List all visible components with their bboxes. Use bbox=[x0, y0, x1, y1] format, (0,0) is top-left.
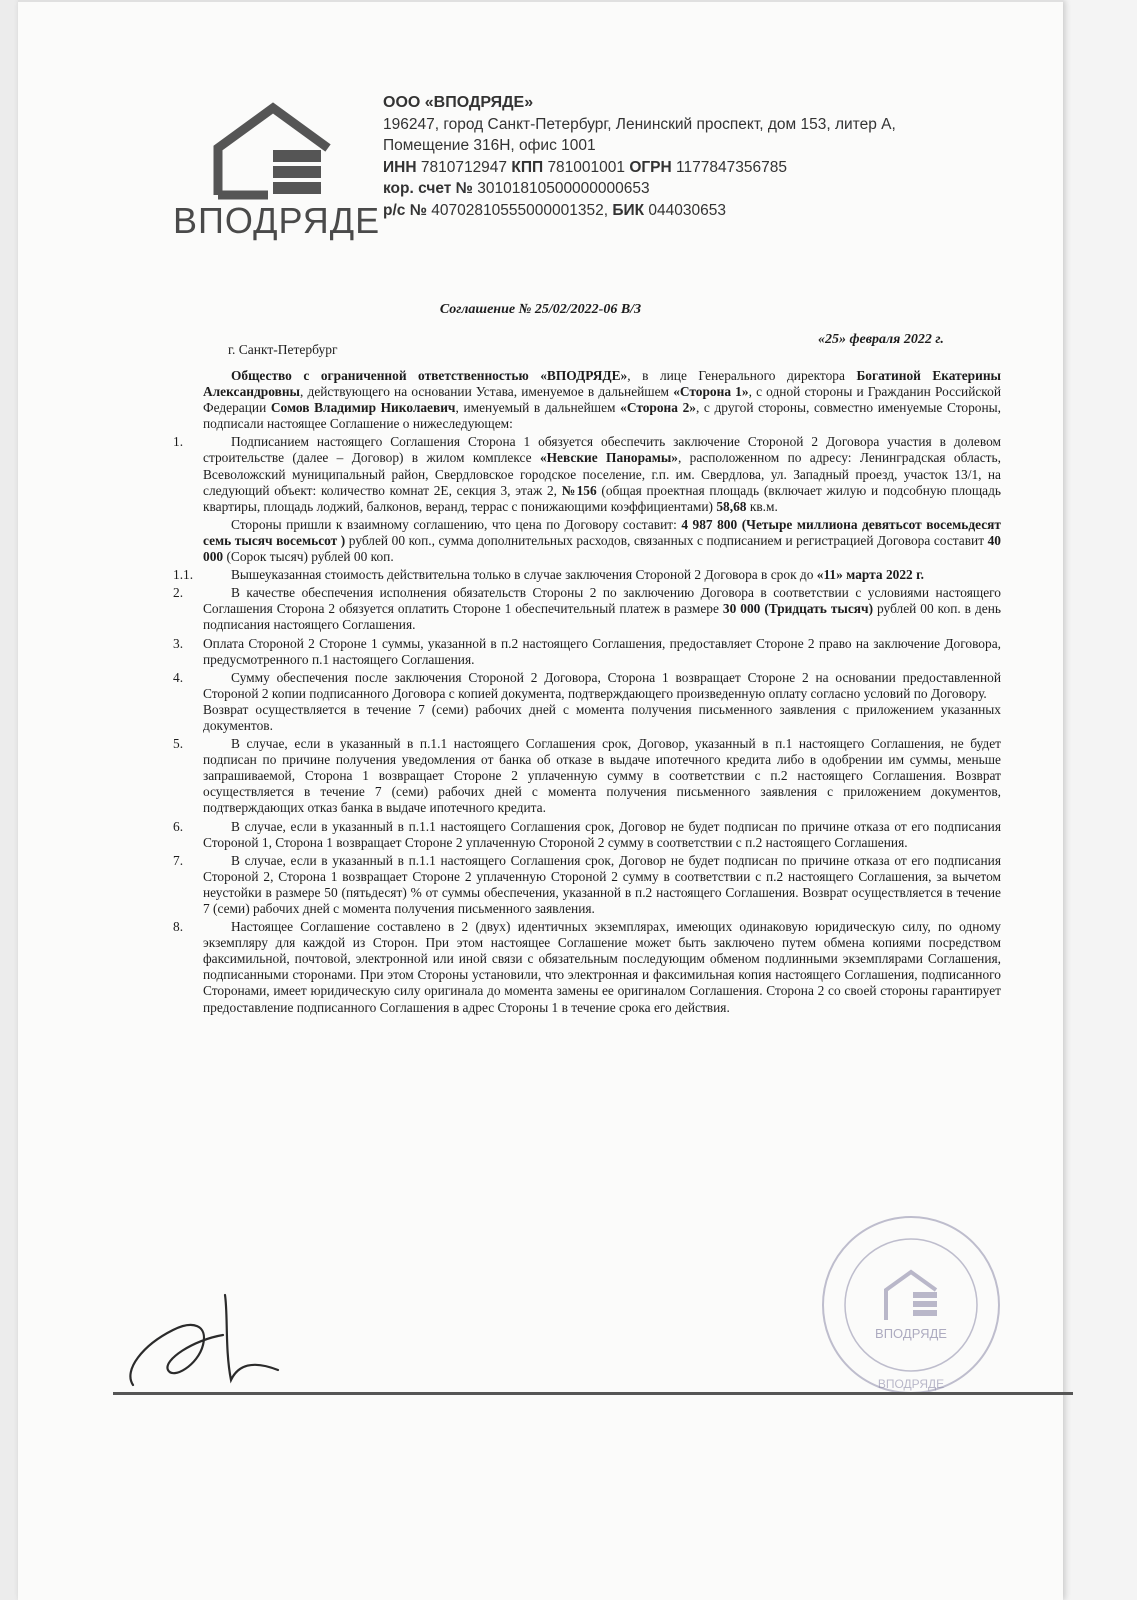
clause-1-text-a: Подписанием настоящего Соглашения Сторона 1 обязуется обеспечить заключение Стороной 2 Договора участия в долевом строительстве (далее – Договор) в жилом комплексе bbox=[203, 434, 1001, 466]
document-page bbox=[18, 0, 1063, 1600]
stamp-center-text: ВПОДРЯДЕ bbox=[875, 1326, 947, 1341]
kpp-label: КПП bbox=[511, 158, 544, 176]
clause-7 bbox=[173, 852, 1001, 917]
price-paragraph bbox=[203, 517, 1001, 565]
company-address-1: 196247, город Санкт-Петербург, Ленинский проспект, дом 153, литер А, bbox=[383, 115, 896, 133]
company-logo bbox=[173, 100, 381, 245]
clause-text: Оплата Стороной 2 Стороне 1 суммы, указанной в п.2 настоящего Соглашения, предоставляет Стороне 2 право на заключение Договора, предусмотренного п.1 настоящего Соглашения. bbox=[203, 635, 1001, 667]
price-text-b: рублей 00 коп., сумма дополнительных расходов, связанных с подписанием и регистрацией Договора составит bbox=[345, 532, 988, 548]
bottom-rule bbox=[113, 1392, 1073, 1395]
clause-2-text-b: рублей 00 коп. в день подписания настоящего Соглашения. bbox=[203, 601, 1001, 633]
party1-name: Общество с ограниченной ответственностью «ВПОДРЯДЕ» bbox=[231, 368, 628, 383]
clause-6 bbox=[173, 818, 1001, 851]
clause-1 bbox=[173, 434, 1002, 514]
kor-value: 30101810500000000653 bbox=[477, 180, 650, 197]
company-details bbox=[383, 92, 1023, 221]
signature bbox=[113, 1290, 288, 1400]
clause-number: 8. bbox=[173, 919, 184, 935]
clause-1-text-d: кв.м. bbox=[746, 498, 778, 514]
stamp-ring-text: ВПОДРЯДЕ bbox=[877, 1377, 945, 1391]
clause-8 bbox=[173, 919, 1001, 1016]
deposit-amount: 30 000 (Тридцать тысяч) bbox=[722, 601, 874, 617]
side1-label: «Сторона 1» bbox=[673, 384, 749, 400]
clause-1-text-c: (общая проектная площадь (включает жилую и подсобную площадь квартиры, площадь лоджий, балконов, веранд, террас с понижающими коэффициентами) bbox=[203, 482, 1002, 514]
company-rs-account bbox=[383, 200, 1023, 222]
clause-text: Настоящее Соглашение составлено в 2 (двух) идентичных экземплярах, имеющих одинаковую юридическую силу, по одному экземпляру для каждой из Сторон. При этом настоящее Соглашение может быть заключено путем обмена копиями посредством факсимильной, почтовой, электронной или иной связи с обязательным последующим обменом подлинными экземплярами Соглашения, подписанными сторонами. При этом Стороны установили, что электронная и факсимильная копия настоящего Соглашения, подписанного Сторонами, имеет юридическую силу оригинала до момента замены ее оригиналом Соглашения. Сторона 2 со своей стороны гарантирует предоставление подписанного Соглашения в адрес Стороны 1 в течение срока его действия. bbox=[203, 919, 1001, 1015]
agreement-body bbox=[173, 368, 1002, 1018]
clause-number: 6. bbox=[173, 818, 184, 834]
intro-text-3: , с одной стороны и Гражданин Российской Федерации bbox=[203, 384, 1001, 416]
ogrn-value: 1177847356785 bbox=[676, 158, 787, 176]
clause-text bbox=[203, 434, 1001, 514]
page-edge bbox=[18, 0, 1063, 2]
company-kor-account bbox=[383, 178, 1023, 200]
clause-5 bbox=[173, 736, 1001, 816]
clause-number: 2. bbox=[173, 585, 184, 601]
price-text-a: Стороны пришли к взаимному соглашению, что цена по Договору составит: bbox=[231, 516, 682, 532]
clause-text bbox=[203, 585, 1001, 633]
document-title: Соглашение № 25/02/2022-06 В/З bbox=[439, 302, 642, 317]
clause-3 bbox=[173, 635, 1001, 668]
clause-text: В случае, если в указанный в п.1.1 настоящего Соглашения срок, Договор не будет подписан по причине отказа от его подписания Стороной 2, Сторона 1 возвращает Стороне 2 уплаченную Стороной 2 сумму в соответствии с п.2 настоящего Соглашения, за вычетом неустойки в размере 50 (пятьдесят) % от суммы обеспечения, указанной в п.2 настоящего Соглашения. Возврат осуществляется в течение 7 (семи) рабочих дней с момента получения письменного заявления. bbox=[203, 852, 1001, 916]
company-registration bbox=[383, 157, 1023, 179]
clause-2 bbox=[173, 585, 1001, 633]
kpp-value: 781001001 bbox=[547, 158, 626, 176]
clause-4 bbox=[173, 669, 1001, 734]
director-name: Богатиной Екатерины Александровны bbox=[203, 368, 1002, 400]
deadline-date: «11» марта 2022 г. bbox=[816, 567, 924, 583]
inn-label: ИНН bbox=[383, 158, 417, 176]
clause-1-text-b: , расположенном по адресу: Ленинградская область, Всеволожский муниципальный район, Свердловское городское поселение, г.п. им. Свердлова, ул. Западный проезд, участок 13/1, на следующий объект: количество комнат 2Е, секция 3, этаж 2, bbox=[203, 450, 1001, 498]
clause-text: В случае, если в указанный в п.1.1 настоящего Соглашения срок, Договор, указанный в п.1 настоящего Соглашения, не будет подписан по причине получения уведомления от банка об отказе в выдаче ипотечного кредита либо в одобрении им суммы, меньше запрашиваемой, Сторона 1 возвращает Стороне 2 уплаченную сумму в соответствии с п.2 настоящего Соглашения. Возврат осуществляется в течение 7 (семи) рабочих дней с момента получения письменного заявления с приложением документов, подтверждающих отказ банка в выдаче ипотечного кредита. bbox=[203, 736, 1001, 816]
logo-wordmark: ВПОДРЯДЕ bbox=[173, 200, 381, 241]
price-text-c: (Сорок тысяч) рублей 00 коп. bbox=[223, 549, 394, 565]
apartment-number: №156 bbox=[561, 482, 597, 498]
apartment-area: 58,68 bbox=[716, 498, 747, 514]
clause-number: 5. bbox=[173, 736, 184, 752]
clause-1-1 bbox=[173, 567, 1001, 583]
clause-text: Сумму обеспечения после заключения Стороной 2 Договора, Сторона 1 возвращает Стороне 2 на основании предоставленной Стороной 2 копии подписанного Договора с копией документа, подтверждающего произведенную оплату согласно условий по Договору. bbox=[203, 669, 1001, 701]
intro-paragraph bbox=[203, 368, 1001, 432]
company-name: ООО «ВПОДРЯДЕ» bbox=[383, 94, 534, 111]
house-logo-icon bbox=[173, 100, 373, 200]
clause-number: 3. bbox=[173, 635, 184, 651]
kor-label: кор. счет № bbox=[383, 180, 473, 197]
rs-value: 40702810555000001352, bbox=[431, 201, 609, 219]
person-name: Сомов Владимир Николаевич bbox=[270, 400, 456, 416]
clause-number: 1. bbox=[173, 434, 184, 450]
document-date: «25» февраля 2022 г. bbox=[818, 332, 944, 347]
clause-number: 1.1. bbox=[173, 567, 194, 583]
clause-number: 7. bbox=[173, 852, 184, 868]
company-stamp bbox=[816, 1210, 1006, 1400]
intro-text-5: , с другой стороны, совместно именуемые Стороны, подписали настоящее Соглашение о нижеследующем: bbox=[203, 400, 1001, 432]
clause-number: 4. bbox=[173, 669, 184, 685]
company-address-2: Помещение 316Н, офис 1001 bbox=[383, 137, 596, 154]
extra-costs: 40 000 bbox=[203, 532, 1001, 565]
clause-1-1-text: Вышеуказанная стоимость действительна только в случае заключения Стороной 2 Договора в срок до bbox=[231, 567, 817, 583]
rs-label: р/с № bbox=[383, 201, 427, 219]
bik-label: БИК bbox=[612, 201, 645, 219]
contract-price: 4 987 800 (Четыре миллиона девятьсот восемьдесят семь тысяч восемьсот ) bbox=[203, 516, 1001, 548]
intro-text-4: , именуемый в дальнейшем bbox=[455, 400, 621, 416]
side2-label: «Сторона 2» bbox=[620, 400, 696, 416]
document-city: г. Санкт-Петербург bbox=[228, 342, 338, 357]
clause-text-continued: Возврат осуществляется в течение 7 (семи) рабочих дней с момента получения письменного заявления с приложением указанных документов. bbox=[203, 701, 1001, 733]
clause-text: В случае, если в указанный в п.1.1 настоящего Соглашения срок, Договор не будет подписан по причине отказа от его подписания Стороной 1, Сторона 1 возвращает Стороне 2 уплаченную Стороной 2 сумму в соответствии с п.2 настоящего Соглашения. bbox=[203, 818, 1001, 850]
inn-value: 7810712947 bbox=[420, 158, 508, 176]
complex-name: «Невские Панорамы» bbox=[539, 450, 678, 466]
clause-2-text-a: В качестве обеспечения исполнения обязательств Стороны 2 по заключению Договора в соответствии с условиями настоящего Соглашения Сторона 2 обязуется оплатить Стороне 1 обеспечительный платеж в размере bbox=[203, 585, 1001, 617]
ogrn-label: ОГРН bbox=[629, 158, 672, 176]
bik-value: 044030653 bbox=[648, 201, 726, 219]
intro-text-2: , действующего на основании Устава, именуемое в дальнейшем bbox=[300, 384, 674, 400]
clause-text bbox=[203, 567, 1001, 583]
intro-text-1: , в лице Генерального директора bbox=[627, 368, 857, 383]
